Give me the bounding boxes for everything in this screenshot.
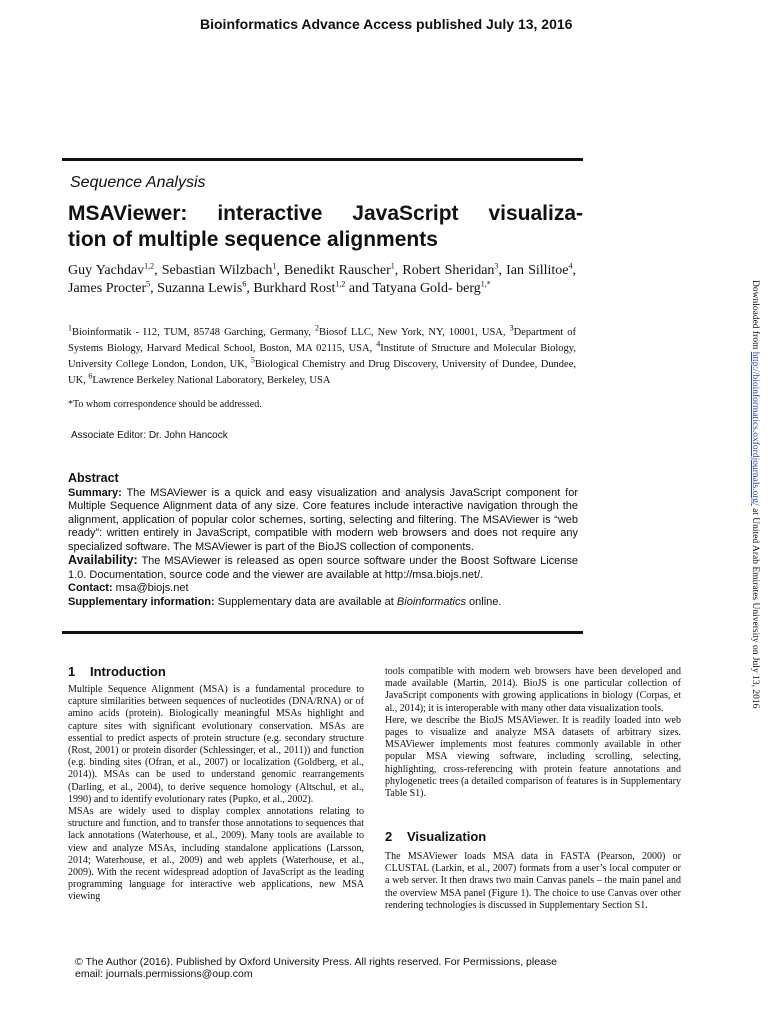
author-name: Benedikt Rauscher	[283, 263, 391, 278]
introduction-heading: 1 Introduction	[68, 664, 166, 679]
author-name: Guy Yachdav	[68, 263, 145, 278]
paragraph: The MSAViewer loads MSA data in FASTA (Pearson, 2000) or CLUSTAL (Larkin, et al., 2007) formats from a user’s local computer or a web server. It then draws two main Canvas panels – the main panel and the overview MSA panel (Figure 1). The choice to use Canvas over other rendering technologies is discussed in Supplementary Section S1.	[385, 851, 681, 911]
author-affiliation: 1,*	[480, 279, 491, 289]
author-affiliation: 1,2	[335, 279, 346, 289]
affiliations: $^1$Bioinformatik - I12, TUM, 85748 Garching, Germany, $^2$Biosof LLC, New York, NY, 10001, USA, $^3$Department of Systems Biology, Harvard Medical School, Boston, MA 02115, USA, $^4$Institute of Structure and Molecular Biology, University College London, London, UK, $^5$Biological Chemistry and Drug Discovery, University of Dundee, Dundee, UK, $^6$Lawrence Berkeley National Laboratory, Berkeley, USA	[68, 323, 576, 386]
affiliation-text: Biosof LLC, New York, NY, 10001, USA,	[318, 327, 510, 338]
author-affiliation: 3	[494, 261, 499, 271]
paragraph: tools compatible with modern web browsers have been developed and made available (Martin, 2014). BioJS is one particular collection of JavaScript components with growing applications in biology (Corpas, et al., 2014); it is interoperable with many other data visualization tools.	[385, 666, 681, 714]
author-name: berg	[456, 281, 481, 296]
author-affiliation: 1,2	[144, 261, 155, 271]
author-affiliation: 1	[390, 261, 395, 271]
abstract-supplementary: Supplementary information: Supplementary data are available at Bioinformatics online.	[68, 595, 502, 608]
associate-editor: Associate Editor: Dr. John Hancock	[71, 430, 228, 441]
affiliation-text: Bioinformatik - I12, TUM, 85748 Garching, Germany,	[72, 327, 315, 338]
introduction-continued	[385, 666, 681, 800]
author-name: Suzanna Lewis	[157, 281, 243, 296]
journal-link[interactable]: http://bioinformatics.oxfordjournals.org/	[750, 351, 760, 506]
author-affiliation: 4	[568, 261, 573, 271]
copyright-notice: © The Author (2016). Published by Oxford University Press. All rights reserved. For Permissions, please email: journals.permissions@oup.com	[75, 956, 557, 980]
visualization-body	[385, 851, 681, 912]
visualization-heading: 2 Visualization	[385, 829, 487, 844]
section-number: 2	[385, 829, 393, 844]
paragraph: Here, we describe the BioJS MSAViewer. It is readily loaded into web pages to visualize and analyze MSA datasets of arbitrary sizes. MSAViewer implements most features commonly available in other popular MSA viewing software, including scrolling, selecting, highlighting, cross-referencing with protein feature annotations and phylogenetic trees (a detailed comparison of features is in Supplementary Table S1).	[385, 714, 681, 800]
affiliation-text: Institute of Structure and Molecular Biology, University College London, London, UK,	[68, 343, 576, 370]
author-affiliation: 1	[272, 261, 277, 271]
abstract-heading: Abstract	[68, 471, 119, 485]
affiliation-text: Biological Chemistry and Drug Discovery, University of Dundee, Dundee, UK,	[68, 359, 576, 386]
section-number: 1	[68, 664, 76, 679]
author-name: Tatyana Gold-	[372, 281, 453, 296]
section-label: Sequence Analysis	[70, 174, 206, 191]
title-line-2: tion of multiple sequence alignments	[68, 228, 438, 251]
affiliation-text: Lawrence Berkeley National Laboratory, Berkeley, USA	[92, 375, 331, 386]
author-name: Ian Sillitoe	[506, 263, 569, 278]
author-name: Sebastian Wilzbach	[161, 263, 273, 278]
author-name: Robert Sheridan	[402, 263, 495, 278]
abstract-availability: Availability: The MSAViewer is released as open source software under the Boost Software License 1.0. Documentation, source code and the viewer are available at http://msa.biojs.net/.	[68, 553, 578, 581]
author-name: Burkhard Rost	[253, 281, 336, 296]
title-line-1: MSAViewer: interactive JavaScript visualiza-	[68, 202, 583, 225]
abstract-summary: Summary: The MSAViewer is a quick and easy visualization and analysis JavaScript component for Multiple Sequence Alignment data of any size. Core features include interactive navigation through the alignment, application of popular color schemes, sorting, selecting and filtering. The MSAViewer is “web ready”: written entirely in JavaScript, compatible with modern web browsers and does not require any specialized software. The MSAViewer is part of the BioJS collection of components.	[68, 486, 578, 553]
abstract-contact: Contact: msa@biojs.net	[68, 582, 189, 594]
author-affiliation: 5	[146, 279, 151, 289]
abstract-rule	[62, 631, 583, 634]
author-affiliation: 6	[242, 279, 247, 289]
correspondence-note: *To whom correspondence should be addressed.	[68, 399, 262, 410]
article-title	[68, 201, 583, 253]
author-list: Guy Yachdav$^{1,2}$, Sebastian Wilzbach$^1$, Benedikt Rauscher$^1$, Robert Sheridan$^3$, Ian Sillitoe$^4$, James Procter$^5$, Suzanna Lewis$^6$, Burkhard Rost$^{1,2}$ and Tatyana Gold- berg$^{1,*}$	[68, 261, 577, 296]
abstract	[68, 472, 578, 609]
paragraph: MSAs are widely used to display complex annotations relating to structure and function, and to transfer those annotations to sequences that lack annotations (Waterhouse, et al., 2009). Many tools are available to view and analyze MSAs, including standalone applications (Larsson, 2014; Waterhouse, et al., 2009) and web applets (Waterhouse, et al., 2009). With the recent widespread adoption of JavaScript as the leading programming language for interactive web applications, new MSA viewing	[68, 806, 364, 903]
introduction-body	[68, 684, 364, 904]
download-watermark: Downloaded from http://bioinformatics.oxfordjournals.org/ at United Arab Emirates University on July 13, 2016	[750, 280, 760, 709]
journal-banner: Bioinformatics Advance Access published July 13, 2016	[200, 16, 573, 32]
header-rule	[62, 158, 583, 161]
affiliation-text: Department of Systems Biology, Harvard Medical School, Boston, MA 02115, USA,	[68, 327, 576, 354]
author-name: James Procter	[68, 281, 147, 296]
paragraph: Multiple Sequence Alignment (MSA) is a fundamental procedure to capture similarities between sequences of nucleotides (DNA/RNA) or of amino acids (protein). Biologically meaningful MSAs highlight and capture sites with significant evolutionary conservation. MSAs are essential to predict aspects of protein structure (e.g. secondary structure (Rost, 2001) or protein disorder (Schlessinger, et al., 2011)) and function (e.g. binding sites (Ofran, et al., 2007) or localization (Goldberg, et al., 2014)). MSAs can be used to understand genomic rearrangements (Darling, et al., 2004), to derive sequence homology (Altschul, et al., 1990) and to identify evolutionary rates (Pupko, et al., 2002).	[68, 684, 364, 805]
